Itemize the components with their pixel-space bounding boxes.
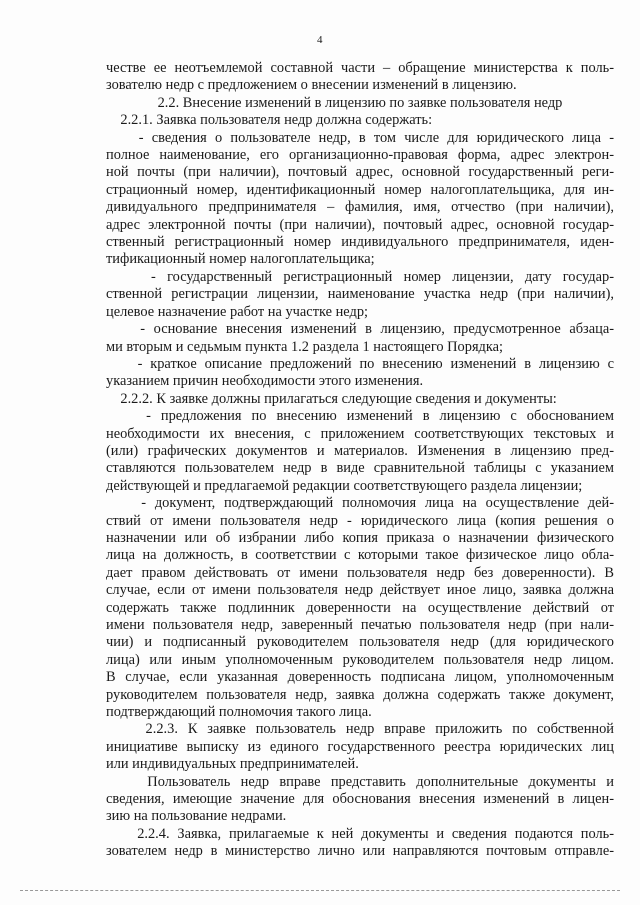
text-line: зователю недр с предложением о внесении изменений в лицензию.: [106, 77, 517, 94]
text-line: чии) и подписанный руководителем пользователя недр (для юридического: [106, 634, 614, 651]
text-line: честве ее неотъемлемой составной части – обращение министерства к поль-: [106, 60, 614, 76]
text-line: или индивидуальных предпринимателей.: [106, 756, 359, 773]
text-line: действующей и предлагаемой редакции соответствующего раздела лицензии;: [106, 477, 583, 494]
text-line: зию на пользование недрами.: [106, 808, 287, 825]
document-body: [106, 60, 614, 861]
text-line: зователем недр в министерство лично или направляются почтовым отправле-: [106, 843, 614, 860]
text-line: ми вторым и седьмым пункта 1.2 раздела 1 настоящего Порядка;: [106, 338, 504, 355]
text-line: Пользователь недр вправе представить дополнительные документы и: [106, 773, 614, 790]
text-line: 2.2.3. К заявке пользователь недр вправе приложить по собственной: [106, 721, 614, 738]
text-line: ной почты (при наличии), почтовый адрес, основной государственный реги-: [106, 164, 614, 181]
text-line: 2.2.1. Заявка пользователя недр должна содержать:: [106, 112, 433, 129]
text-line: ственный регистрационный номер индивидуального предпринимателя, иден-: [106, 234, 614, 251]
text-line: указанием причин необходимости этого изменения.: [106, 373, 424, 390]
text-line: - государственный регистрационный номер лицензии, дату государ-: [106, 268, 614, 285]
text-line: - документ, подтверждающий полномочия лица на осуществление дей-: [106, 495, 614, 512]
text-line: В случае, если указанная доверенность подписана лицом, уполномоченным: [106, 669, 614, 686]
text-line: содержать также подлинник доверенности на осуществление действий от: [106, 599, 614, 616]
text-line: - краткое описание предложений по внесению изменений в лицензию с: [106, 355, 614, 372]
text-line: 2.2. Внесение изменений в лицензию по заявке пользователя недр: [157, 94, 563, 111]
text-line: необходимости их внесения, с приложением соответствующих текстовых и: [106, 425, 614, 442]
text-line: назначении или об избрании либо копия приказа о назначении физического: [106, 529, 614, 546]
text-line: лица на должность, в соответствии с которыми такое физическое лицо обла-: [106, 547, 614, 564]
text-line: тификационный номер налогоплательщика;: [106, 251, 375, 268]
text-line: дивидуального предпринимателя – фамилия, имя, отчество (при наличии),: [106, 199, 614, 216]
text-line: руководителем пользователя недр, заявка должна содержать также документ,: [106, 686, 614, 703]
footer-rule: [20, 890, 620, 891]
text-line: 2.2.2. К заявке должны прилагаться следующие сведения и документы:: [106, 390, 557, 407]
text-line: полное наименование, его организационно-правовая форма, адрес электрон-: [106, 147, 614, 164]
text-line: 2.2.4. Заявка, прилагаемые к ней документы и сведения подаются поль-: [106, 825, 614, 842]
text-line: подтверждающий полномочия такого лица.: [106, 704, 372, 721]
text-line: случае, если от имени пользователя недр действует иное лицо, заявка должна: [106, 582, 614, 599]
text-line: ствий от имени пользователя недр - юридического лица (копия решения о: [106, 512, 614, 529]
text-line: - основание внесения изменений в лицензию, предусмотренное абзаца-: [106, 321, 614, 338]
text-line: - предложения по внесению изменений в лицензию с обоснованием: [106, 408, 614, 425]
text-line: - сведения о пользователе недр, в том числе для юридического лица -: [106, 129, 614, 146]
page-number: 4: [317, 34, 323, 46]
text-line: инициативе выписку из единого государственного реестра юридических лиц: [106, 738, 614, 755]
text-line: (или) графических документов и материалов. Изменения в лицензию пред-: [106, 442, 614, 459]
text-line: целевое назначение работ на участке недр;: [106, 303, 369, 320]
text-line: сведения, имеющие значение для обоснования внесения изменений в лицен-: [106, 791, 614, 808]
text-line: лица) или иным уполномоченным руководителем пользователя недр лицом.: [106, 651, 614, 668]
text-line: адрес электронной почты (при наличии), почтовый адрес, основной государ-: [106, 216, 614, 233]
text-line: ставляются пользователем недр в виде сравнительной таблицы с указанием: [106, 460, 614, 477]
text-line: ственной регистрации лицензии, наименование участка недр (при наличии),: [106, 286, 614, 303]
text-line: дает правом действовать от имени пользователя недр без доверенности). В: [106, 564, 614, 581]
text-line: имени пользователя недр, заверенный печатью пользователя недр (при нали-: [106, 617, 614, 633]
text-line: страционный номер, идентификационный номер налогоплательщика, для ин-: [106, 181, 614, 198]
